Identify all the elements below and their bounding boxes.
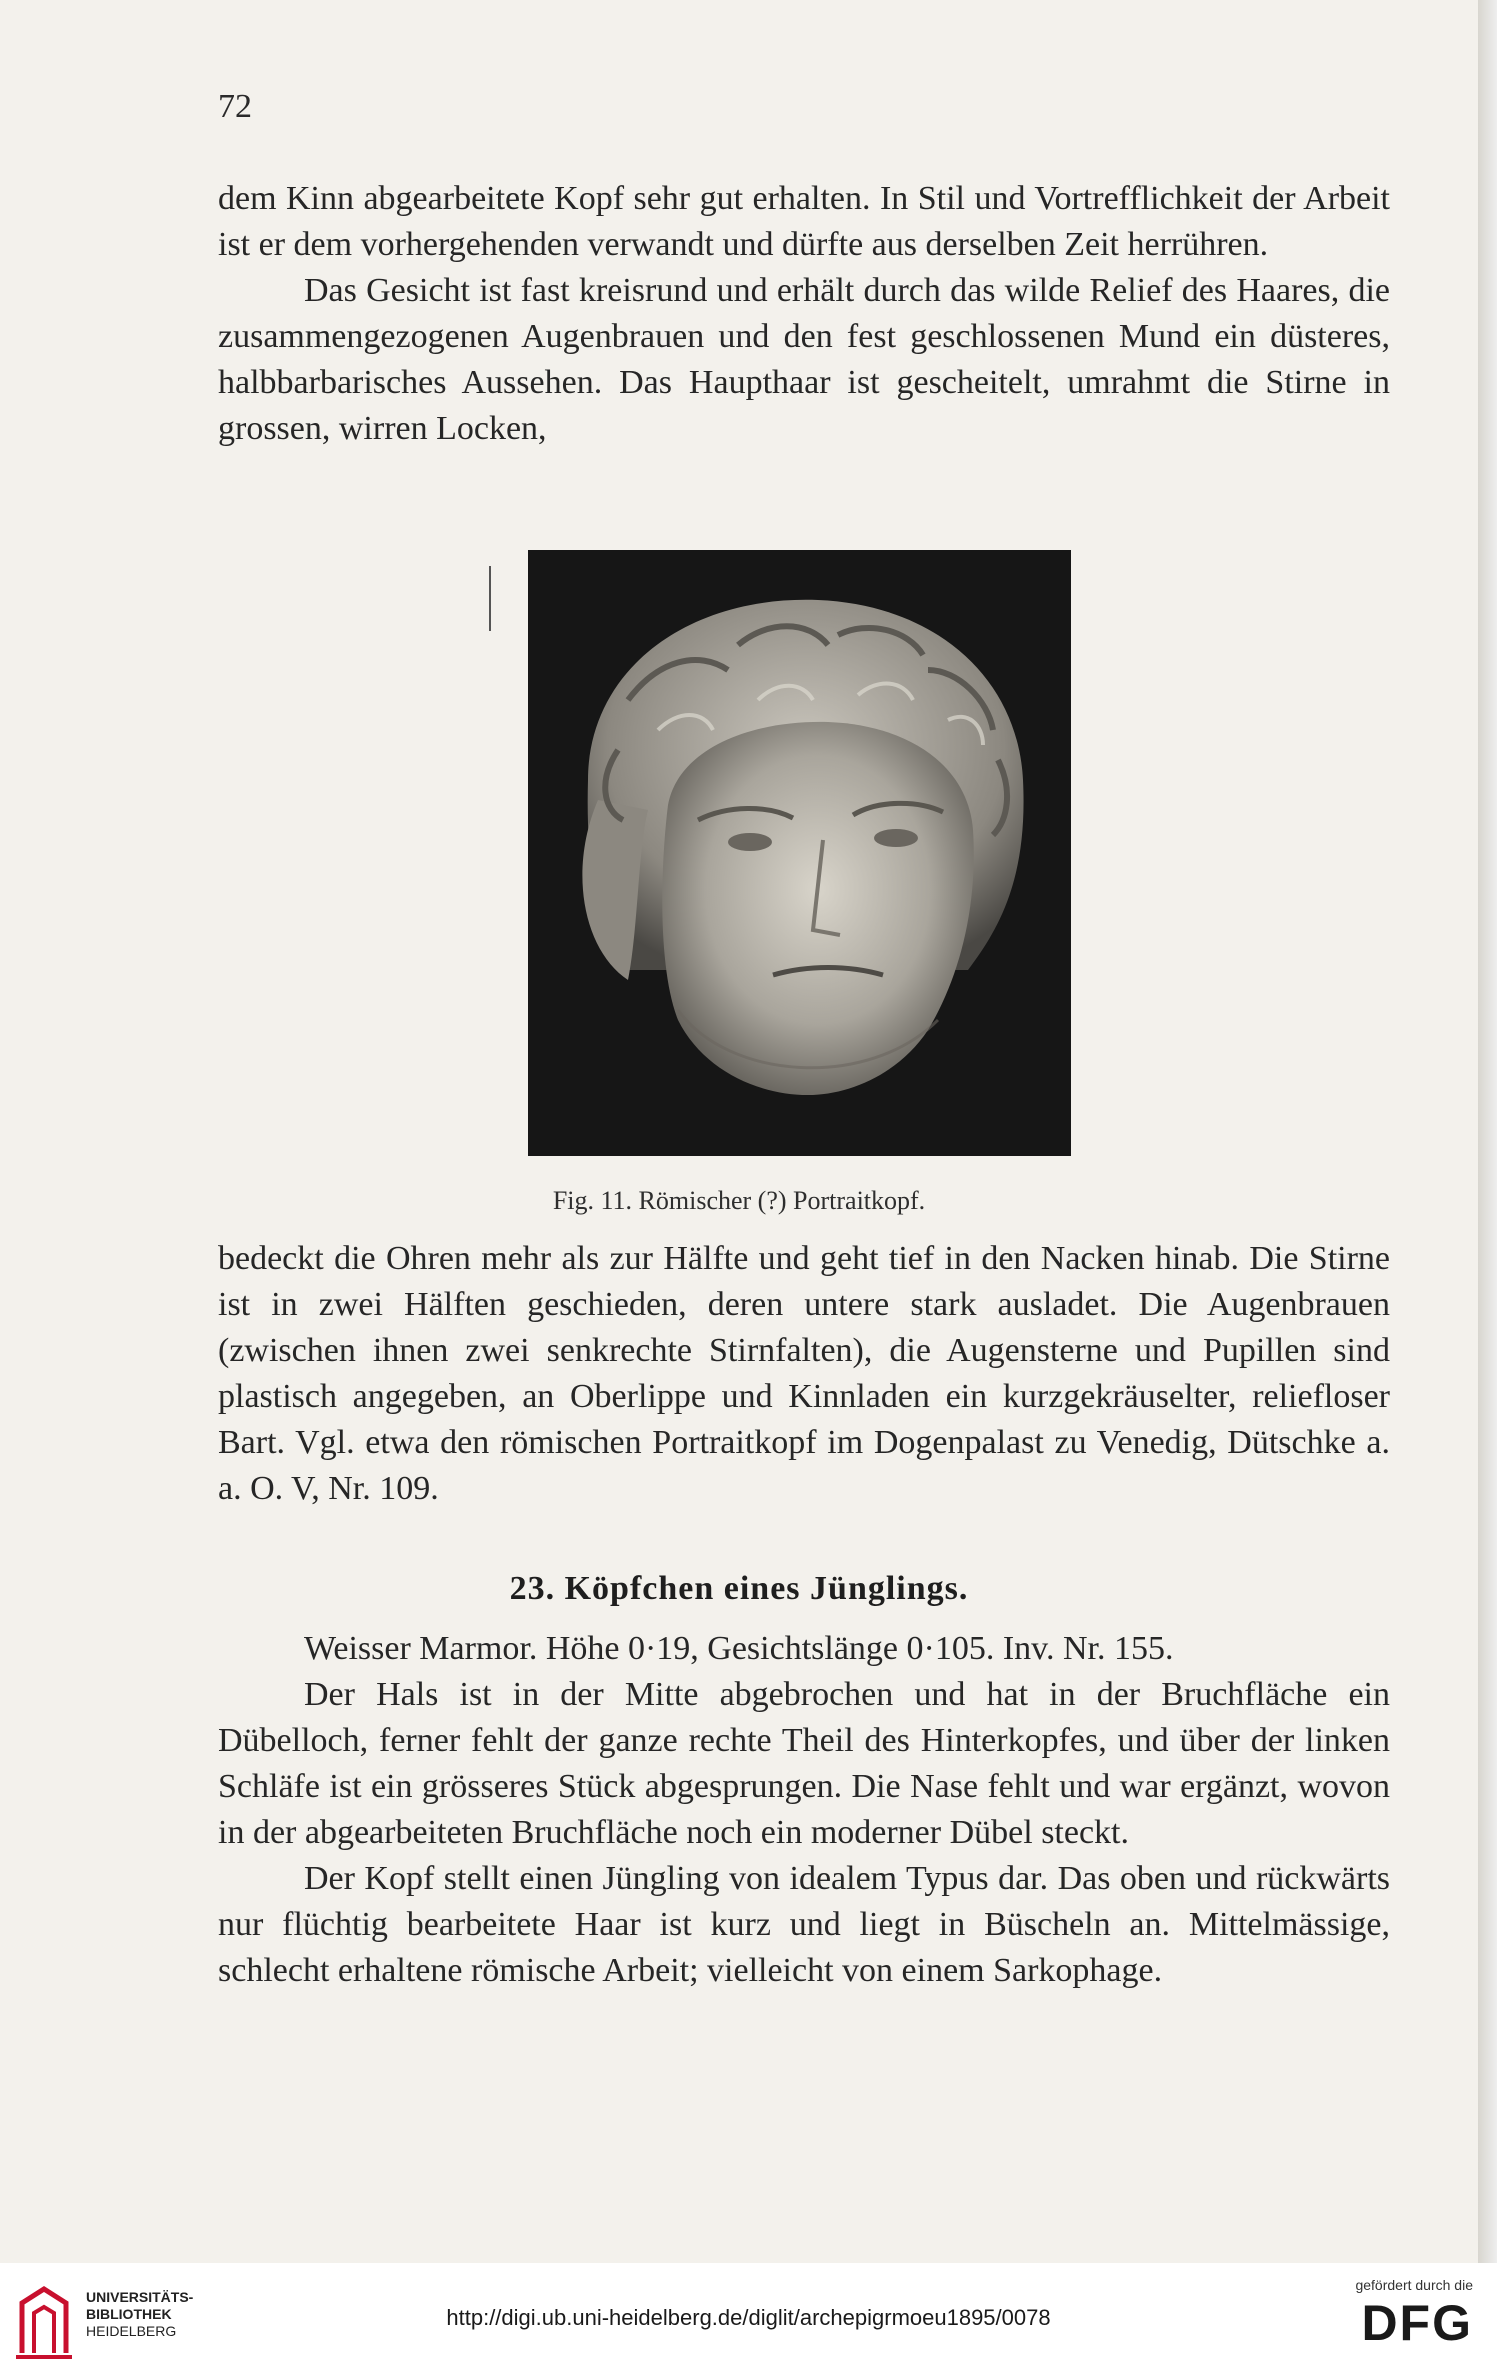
figure-photo-roman-portrait-head — [528, 550, 1071, 1156]
library-name-line1: UNIVERSITÄTS- — [86, 2289, 194, 2305]
paragraph: bedeckt die Ohren mehr als zur Hälfte und geht tief in den Nacken hinab. Die Stirne ist in zwei Hälften geschieden, deren untere stark ausladet. Die Augenbrauen (zwischen ihnen zwei senkrechte Stirnfalten), die Augensterne und Pupillen sind plastisch angegeben, an Oberlippe und Kinnladen ein kurzgekräuselter, reliefloser Bart. Vgl. etwa den römischen Portraitkopf im Dogenpalast zu Venedig, Dütschke a. a. O. V, Nr. 109. — [218, 1240, 1390, 1507]
paragraph: Der Hals ist in der Mitte abgebrochen und hat in der Bruchfläche ein Dübelloch, ferner fehlt der ganze rechte Theil des Hinterkopfes, und über der linken Schläfe ist ein grösseres Stück abgesprungen. Die Nase fehlt und war ergänzt, wovon in der abgearbeiteten Bruchfläche noch ein moderner Dübel steckt. — [218, 1676, 1390, 1851]
library-name-line2: BIBLIOTHEK — [86, 2306, 172, 2322]
dfg-logo: DFG — [1361, 2295, 1473, 2351]
paragraph: Das Gesicht ist fast kreisrund und erhält durch das wilde Relief des Haares, die zusammengezogenen Augenbrauen und den fest geschlossenen Mund ein düsteres, halbbarbarisches Aussehen. Das Haupthaar ist gescheitelt, umrahmt die Stirne in grossen, wirren Locken, — [218, 272, 1390, 447]
figure-caption: Fig. 11. Römischer (?) Portraitkopf. — [552, 1186, 926, 1215]
section-heading: 23. Köpfchen eines Jünglings. — [509, 1570, 969, 1607]
paragraph: Weisser Marmor. Höhe 0·19, Gesichtslänge 0·105. Inv. Nr. 155. — [304, 1630, 1174, 1667]
library-name-line3: HEIDELBERG — [86, 2323, 177, 2339]
figure-margin-mark — [489, 566, 491, 1106]
funding-notice — [1293, 2277, 1473, 2349]
funding-text: gefördert durch die — [1355, 2277, 1473, 2293]
source-url-link[interactable]: http://digi.ub.uni-heidelberg.de/diglit/archepigrmoeu1895/0078 — [446, 2305, 1051, 2330]
page-edge-shadow — [1478, 0, 1497, 2263]
text-block-middle — [218, 1236, 1390, 1512]
page-number: 72 — [218, 88, 252, 125]
text-block-bottom — [218, 1626, 1390, 1994]
marble-head-illustration — [528, 550, 1071, 1156]
text-block-top — [218, 176, 1390, 452]
digitization-footer — [0, 2263, 1497, 2374]
paragraph: dem Kinn abgearbeitete Kopf sehr gut erhalten. In Stil und Vortrefflichkeit der Arbeit ist er dem vorhergehenden verwandt und dürfte aus derselben Zeit herrühren. — [218, 180, 1390, 263]
paragraph: Der Kopf stellt einen Jüngling von idealem Typus dar. Das oben und rückwärts nur flüchtig bearbeitete Haar ist kurz und liegt in Büscheln an. Mittelmässige, schlecht erhaltene römische Arbeit; vielleicht von einem Sarkophage. — [218, 1860, 1390, 1989]
